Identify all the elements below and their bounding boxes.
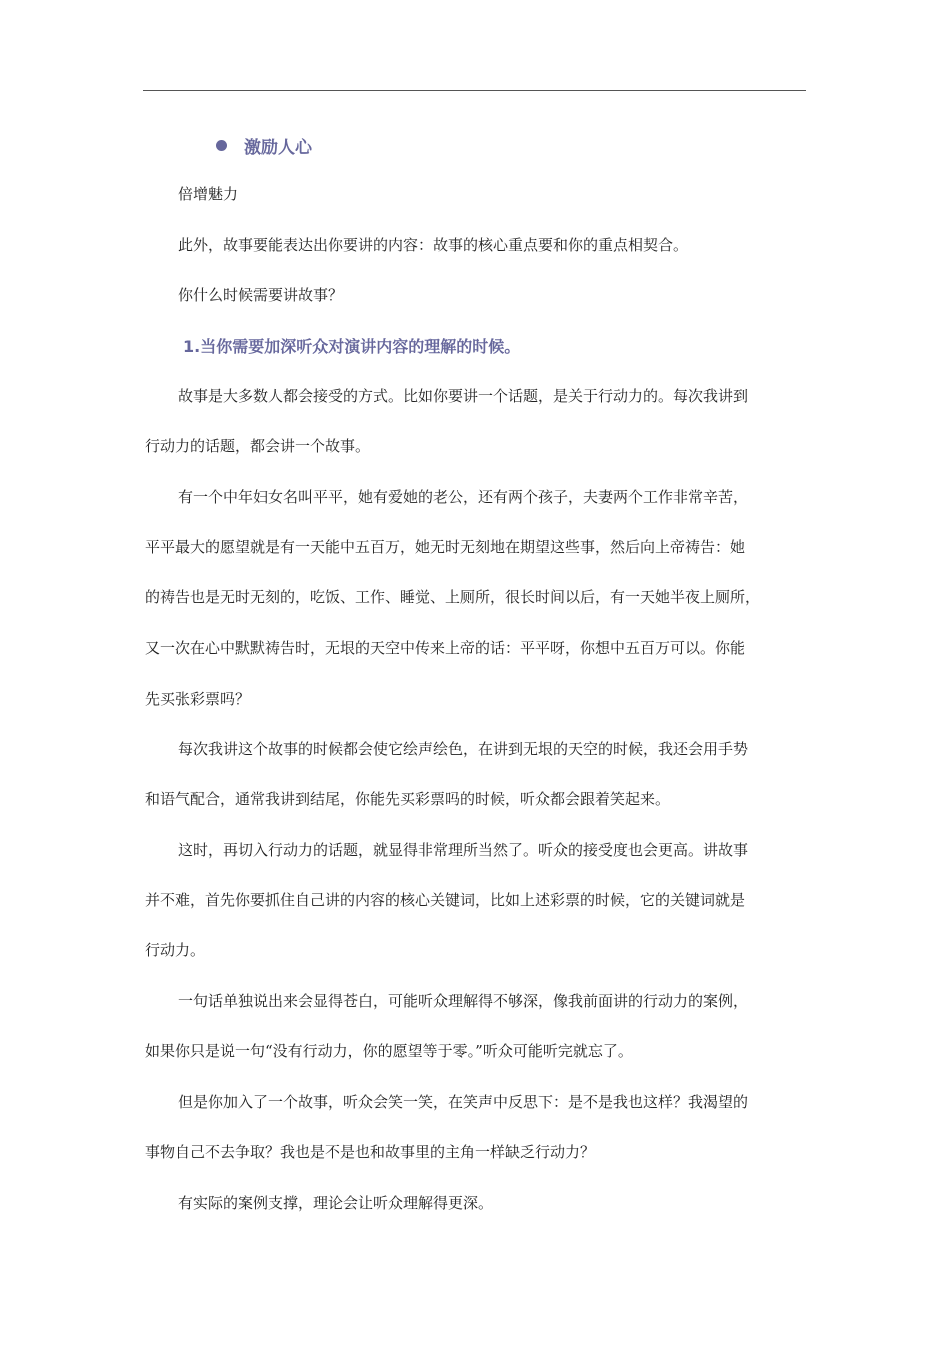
bullet-icon	[216, 140, 227, 151]
sub-label: 倍增魅力	[178, 185, 239, 203]
header-rule	[143, 90, 806, 91]
body-line: 有一个中年妇女名叫平平，她有爱她的老公，还有两个孩子，夫妻两个工作非常辛苦，	[178, 488, 749, 506]
section-heading: 激励人心	[244, 137, 312, 158]
body-line: 有实际的案例支撑，理论会让听众理解得更深。	[178, 1194, 494, 1212]
body-line: 又一次在心中默默祷告时，无垠的天空中传来上帝的话：平平呀，你想中五百万可以。你能	[145, 639, 746, 657]
body-line: 的祷告也是无时无刻的，吃饭、工作、睡觉、上厕所，很长时间以后，有一天她半夜上厕所，	[145, 588, 761, 606]
body-line: 一句话单独说出来会显得苍白，可能听众理解得不够深，像我前面讲的行动力的案例，	[178, 992, 749, 1010]
body-line: 事物自己不去争取？我也是不是也和故事里的主角一样缺乏行动力？	[145, 1143, 596, 1161]
intro-paragraph: 此外，故事要能表达出你要讲的内容：故事的核心重点要和你的重点相契合。	[178, 236, 689, 254]
point-heading: 1.当你需要加深听众对演讲内容的理解的时候。	[183, 337, 521, 356]
body-line: 平平最大的愿望就是有一天能中五百万，她无时无刻地在期望这些事，然后向上帝祷告：她	[145, 538, 746, 556]
body-line: 先买张彩票吗？	[145, 690, 251, 708]
body-line: 并不难，首先你要抓住自己讲的内容的核心关键词，比如上述彩票的时候，它的关键词就是	[145, 891, 746, 909]
body-line: 如果你只是说一句“没有行动力，你的愿望等于零。”听众可能听完就忘了。	[145, 1042, 633, 1060]
body-line: 和语气配合，通常我讲到结尾，你能先买彩票吗的时候，听众都会跟着笑起来。	[145, 790, 671, 808]
section-heading-row	[216, 130, 312, 160]
body-line: 行动力。	[145, 941, 206, 959]
body-line: 但是你加入了一个故事，听众会笑一笑，在笑声中反思下：是不是我也这样？我渴望的	[178, 1093, 749, 1111]
body-line: 故事是大多数人都会接受的方式。比如你要讲一个话题，是关于行动力的。每次我讲到	[178, 387, 749, 405]
body-line: 行动力的话题，都会讲一个故事。	[145, 437, 371, 455]
body-line: 每次我讲这个故事的时候都会使它绘声绘色，在讲到无垠的天空的时候，我还会用手势	[178, 740, 749, 758]
question-line: 你什么时候需要讲故事？	[178, 286, 344, 304]
body-line: 这时，再切入行动力的话题，就显得非常理所当然了。听众的接受度也会更高。讲故事	[178, 841, 749, 859]
